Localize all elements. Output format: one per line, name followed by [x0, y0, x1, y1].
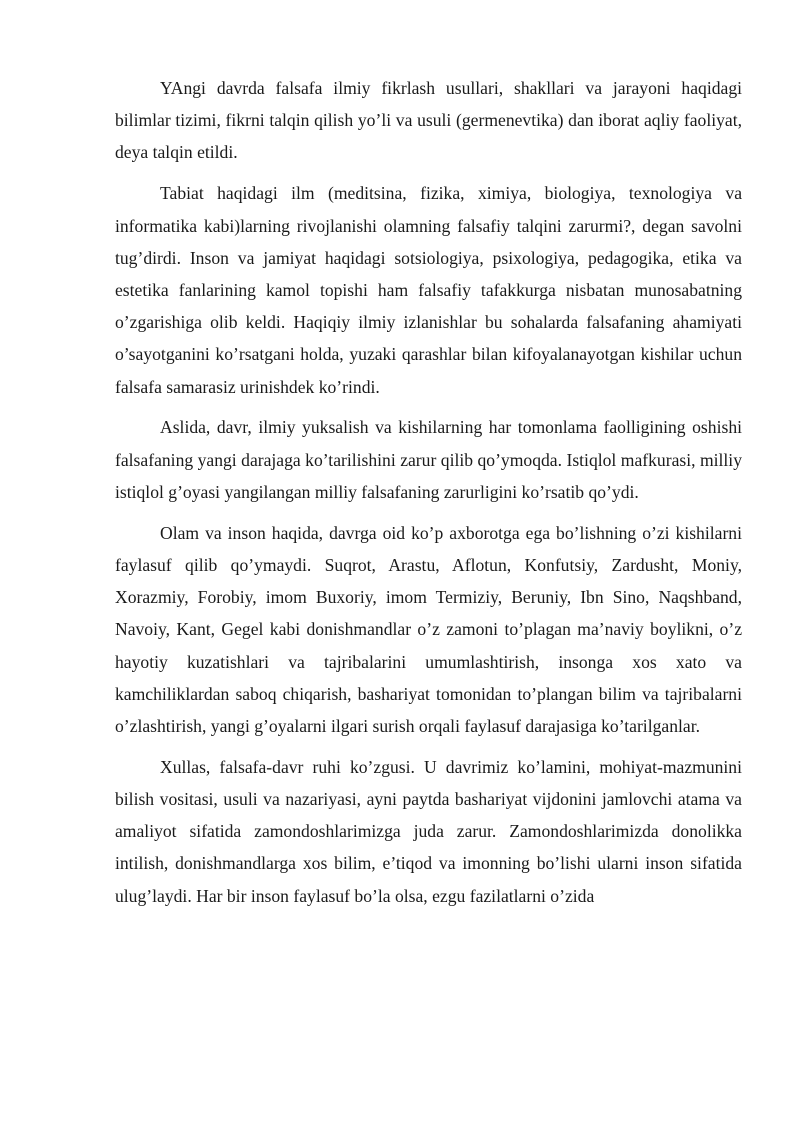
paragraph-2: Tabiat haqidagi ilm (meditsina, fizika, ximiya, biologiya, texnologiya va informatika kabi)larning rivojlanishi olamning falsafiy talqini zarurmi?, degan savolni tug’dirdi. Inson va jamiyat haqidagi sotsiologiya, psixologiya, pedagogika, etika va estetika fanlarining kamol topishi ham falsafiy tafakkurga nisbatan munosabatning o’zgarishiga olib keldi. Haqiqiy ilmiy izlanishlar bu sohalarda falsafaning ahamiyati o’sayotganini ko’rsatgani holda, yuzaki qarashlar bilan kifoyalanayotgan kishilar uchun falsafa samarasiz urinishdek ko’rindi.	[115, 183, 742, 397]
paragraph-4: Olam va inson haqida, davrga oid ko’p axborotga ega bo’lishning o’zi kishilarni faylasuf qilib qo’ymaydi. Suqrot, Arastu, Aflotun, Konfutsiy, Zardusht, Moniy, Xorazmiy, Forobiy, imom Buxoriy, imom Termiziy, Beruniy, Ibn Sino, Naqshband, Navoiy, Kant, Gegel kabi donishmandlar o’z zamoni to’plagan ma’naviy boylikni, o’z hayotiy kuzatishlari va tajribalarini umumlashtirish, insonga xos xato va kamchiliklardan saboq chiqarish, bashariyat tomonidan to’plangan bilim va tajribalarni o’zlashtirish, yangi g’oyalarni ilgari surish orqali faylasuf darajasiga ko’tarilganlar.	[115, 522, 742, 736]
paragraph-5: Xullas, falsafa-davr ruhi ko’zgusi. U davrimiz ko’lamini, mohiyat-mazmunini bilish vositasi, usuli va nazariyasi, ayni paytda bashariyat vijdonini jamlovchi atama va amaliyot sifatida zamondoshlarimizga juda zarur. Zamondoshlarimizda donolikka intilish, donishmandlarga xos bilim, e’tiqod va imonning bo’lishi ularni inson sifatida ulug’laydi. Har bir inson faylasuf bo’la olsa, ezgu fazilatlarni o’zida	[115, 756, 742, 906]
paragraph-3: Aslida, davr, ilmiy yuksalish va kishilarning har tomonlama faolligining oshishi falsafaning yangi darajaga ko’tarilishini zarur qilib qo’ymoqda. Istiqlol mafkurasi, milliy istiqlol g’oyasi yangilangan milliy falsafaning zarurligini ko’rsatib qo’ydi.	[115, 417, 742, 502]
document-body	[115, 72, 742, 921]
paragraph-1: YAngi davrda falsafa ilmiy fikrlash usullari, shakllari va jarayoni haqidagi bilimlar tizimi, fikrni talqin qilish yo’li va usuli (germenevtika) dan iborat aqliy faoliyat, deya talqin etildi.	[115, 78, 742, 163]
